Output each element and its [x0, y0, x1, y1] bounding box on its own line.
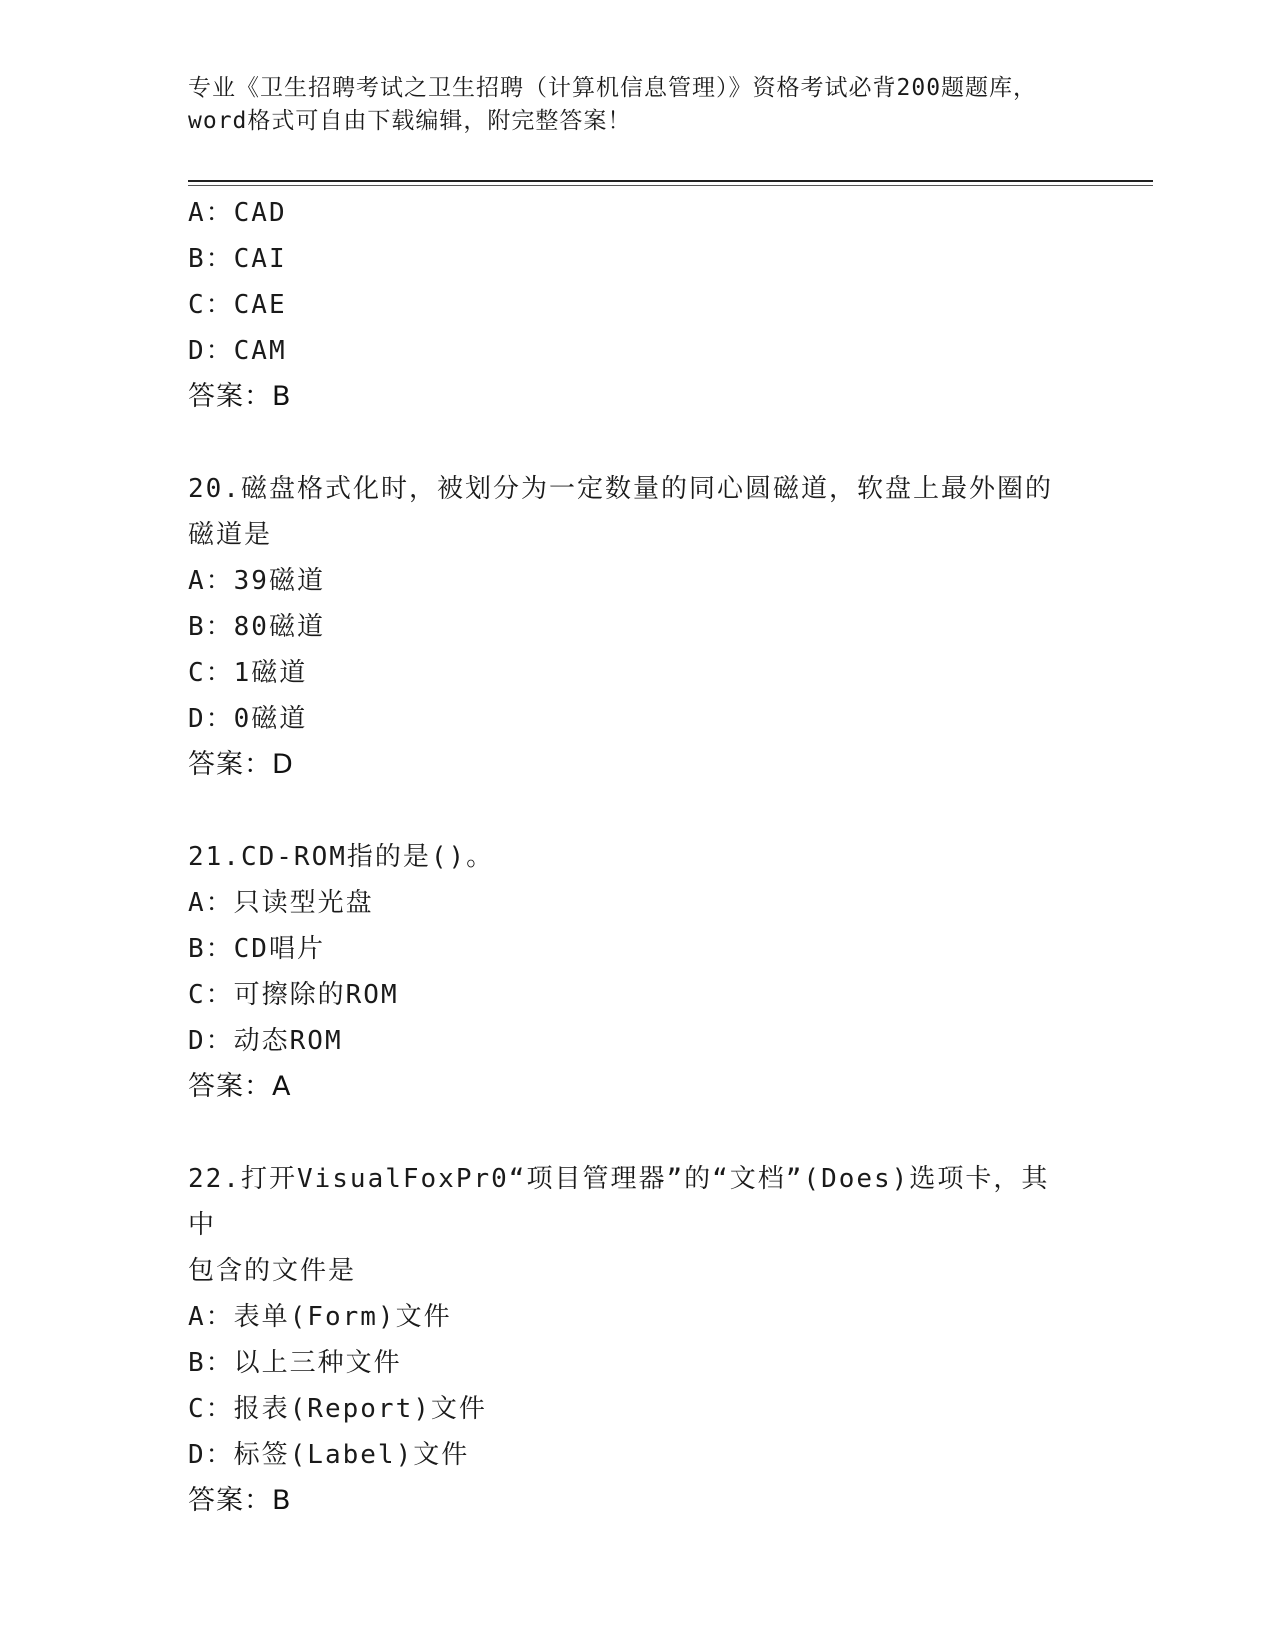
option-c: C：CAE	[188, 290, 287, 320]
question-text	[188, 466, 1068, 558]
option-a: A：39磁道	[188, 566, 325, 596]
option-a: A：只读型光盘	[188, 888, 374, 918]
question-text	[188, 1156, 1068, 1294]
option-b: B：以上三种文件	[188, 1348, 402, 1378]
header-line-2: word格式可自由下载编辑，附完整答案！	[188, 108, 632, 134]
question-block-19	[188, 190, 1088, 420]
spacer	[188, 788, 1088, 834]
spacer	[188, 420, 1088, 466]
question-text-line-1: 20.磁盘格式化时，被划分为一定数量的同心圆磁道，软盘上最外圈的	[188, 474, 1053, 504]
header-divider-thick	[188, 180, 1153, 182]
question-text-line-2: 磁道是	[188, 520, 273, 550]
option-b: B：80磁道	[188, 612, 325, 642]
option-d: D：0磁道	[188, 704, 308, 734]
header-line-1: 专业《卫生招聘考试之卫生招聘（计算机信息管理）》资格考试必背200题题库，	[188, 75, 1038, 101]
answer-line: 答案：B	[188, 381, 292, 412]
option-a: A：CAD	[188, 198, 287, 228]
question-block-20	[188, 466, 1088, 788]
option-d: D：动态ROM	[188, 1026, 343, 1056]
question-text	[188, 834, 1068, 880]
option-c: C：可擦除的ROM	[188, 980, 399, 1010]
answer-line: 答案：A	[188, 1071, 292, 1102]
spacer	[188, 1110, 1088, 1156]
question-text-line-2: 包含的文件是	[188, 1256, 357, 1286]
option-d: D：标签(Label)文件	[188, 1440, 470, 1470]
header-divider-thin	[188, 185, 1153, 186]
question-text-line-1: 22.打开VisualFoxPr0“项目管理器”的“文档”(Does)选项卡，其中	[188, 1164, 1050, 1240]
option-c: C：报表(Report)文件	[188, 1394, 487, 1424]
answer-line: 答案：B	[188, 1485, 292, 1516]
question-list	[188, 190, 1088, 1524]
option-c: C：1磁道	[188, 658, 308, 688]
option-a: A：表单(Form)文件	[188, 1302, 452, 1332]
option-b: B：CD唱片	[188, 934, 325, 964]
question-block-21	[188, 834, 1088, 1110]
document-header	[188, 72, 1108, 138]
option-d: D：CAM	[188, 336, 287, 366]
answer-line: 答案：D	[188, 749, 294, 780]
option-b: B：CAI	[188, 244, 287, 274]
question-text-line-1: 21.CD-ROM指的是()。	[188, 842, 495, 872]
question-block-22	[188, 1156, 1088, 1524]
